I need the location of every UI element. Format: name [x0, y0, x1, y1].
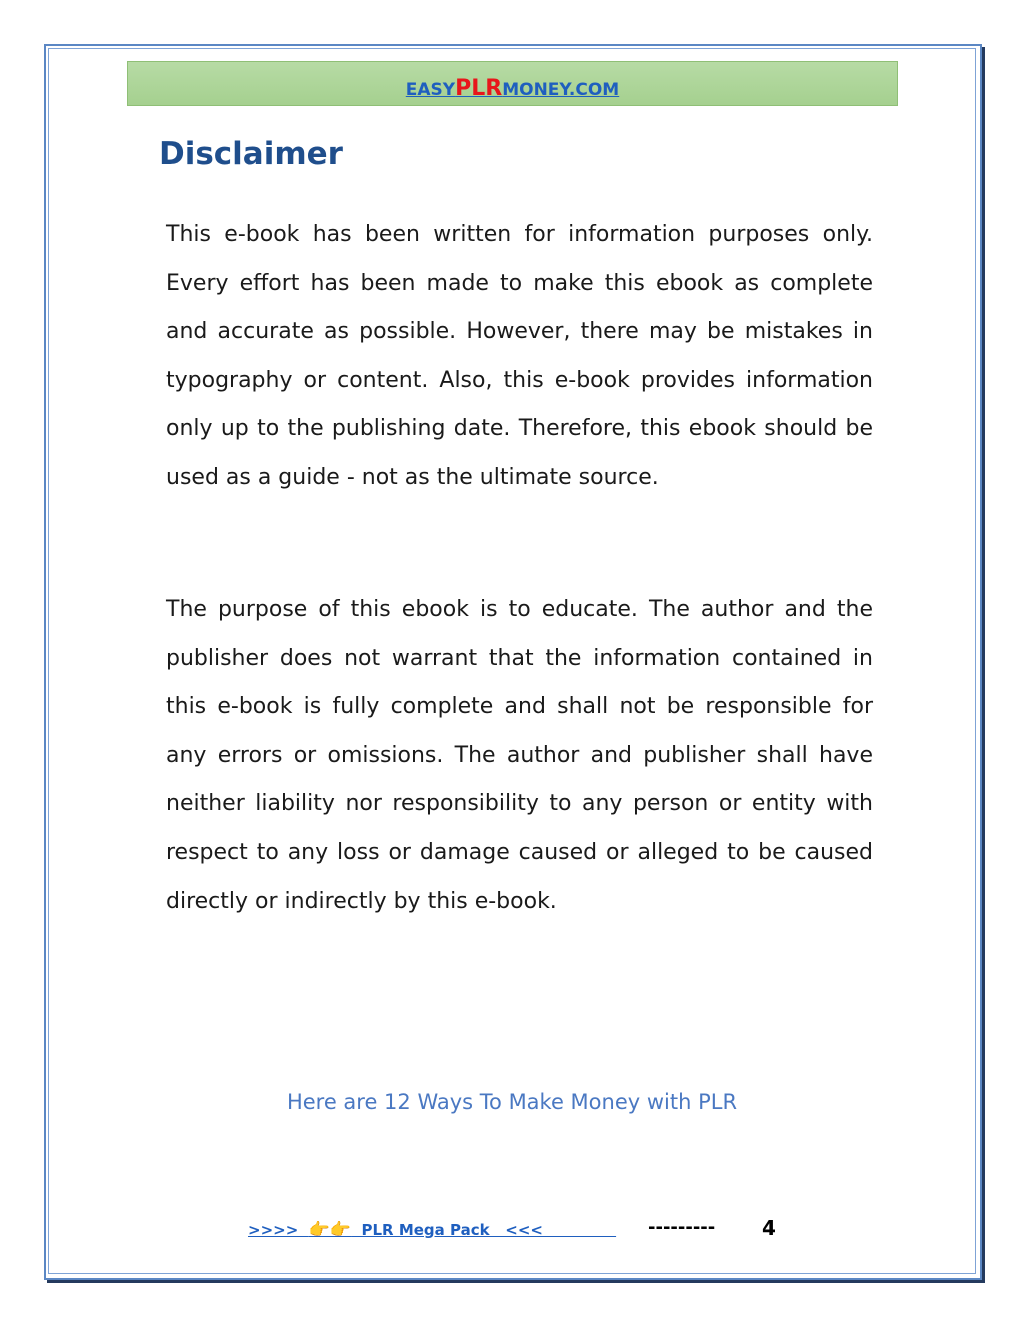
footer-dashes: --------- [648, 1217, 716, 1238]
footer-link-label: PLR Mega Pack <<< [351, 1221, 617, 1239]
footer-mega-pack-link[interactable] [248, 1218, 642, 1242]
page-number: 4 [762, 1216, 776, 1240]
footer-arrows-left: >>>> [248, 1221, 309, 1239]
page-title: Disclaimer [159, 136, 343, 172]
header-banner [127, 61, 898, 106]
brand-highlight: PLR [455, 76, 503, 101]
brand-suffix: MONEY.COM [502, 80, 620, 100]
disclaimer-paragraph-1: This e-book has been written for information purposes only. Every effort has been made to make this ebook as complete and accurate as possible. However, there may be mistakes in typography or content. Also, this e-book provides information only up to the publishing date. Therefore, this ebook should be used as a guide - not as the ultimate source. [166, 222, 873, 490]
disclaimer-paragraph-2: The purpose of this ebook is to educate. The author and the publisher does not warrant that the information contained in this e-book is fully complete and shall not be responsible for any errors or omissions. The author and publisher shall have neither liability nor responsibility to any person or entity with respect to any loss or damage caused or alleged to be caused directly or indirectly by this e-book. [166, 597, 873, 914]
pointing-hand-icon: 👉👉 [308, 1220, 352, 1240]
brand-prefix: EASY [405, 80, 456, 100]
site-link[interactable] [406, 76, 619, 101]
cta-link[interactable]: Here are 12 Ways To Make Money with PLR [286, 1090, 738, 1114]
